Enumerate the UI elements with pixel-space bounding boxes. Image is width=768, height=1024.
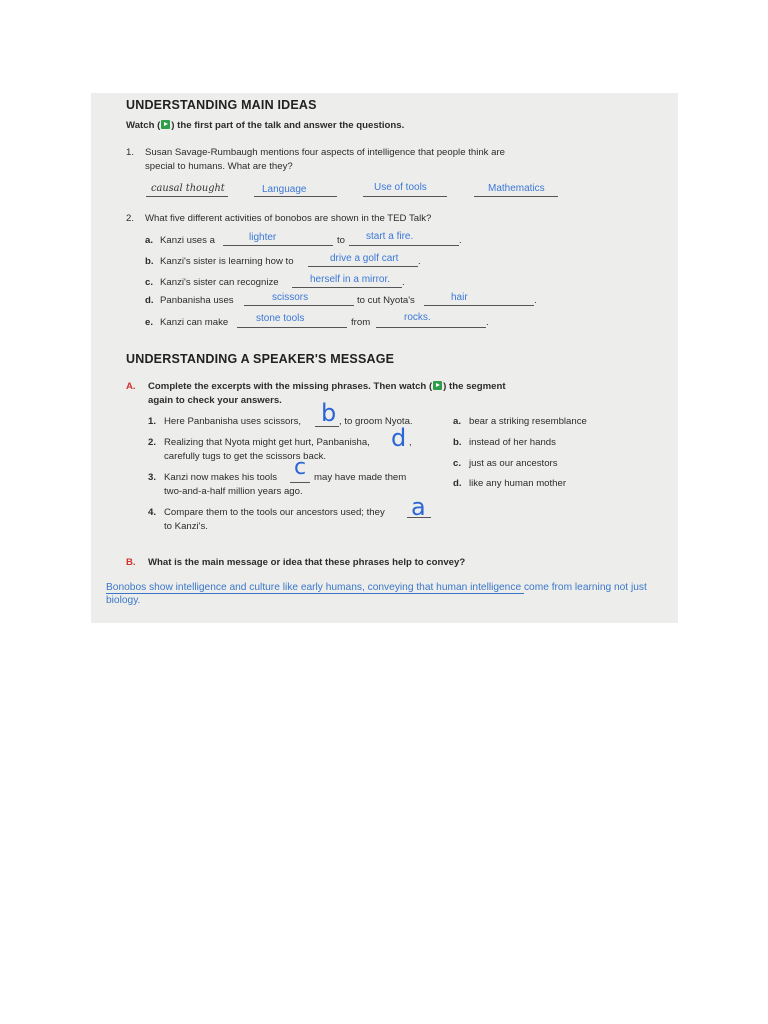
part-b-answer-underlined: Bonobos show intelligence and culture like early humans, conveying that human intelligence: [106, 582, 524, 593]
q2a-pre: Kanzi uses a: [160, 235, 215, 246]
q2d-blank-2: [424, 305, 534, 306]
q1-blank-3: [363, 196, 447, 197]
q1-answer-4: Mathematics: [488, 183, 545, 194]
q2b-post: .: [418, 256, 421, 267]
a4-blank: [407, 517, 431, 518]
q2e-blank-2: [376, 327, 486, 328]
part-b-letter: B.: [126, 557, 136, 568]
q2b-blank: [308, 266, 418, 267]
q2-number: 2.: [126, 213, 135, 224]
option-d-letter: d.: [453, 478, 462, 489]
part-b-answer: [106, 581, 671, 607]
q2a-post: .: [459, 235, 462, 246]
q1-number: 1.: [126, 147, 135, 158]
a1-blank: [315, 426, 339, 427]
q2a-letter: a.: [145, 235, 154, 246]
q2a-blank-2: [349, 245, 459, 246]
q1-line1: Susan Savage-Rumbaugh mentions four aspects of intelligence that people think are: [145, 147, 505, 158]
q1-answer-2: Language: [262, 184, 307, 195]
instruction-text-pre: Watch (: [126, 120, 161, 131]
a3-number: 3.: [148, 472, 157, 483]
heading-speaker-message: UNDERSTANDING A SPEAKER'S MESSAGE: [126, 352, 395, 366]
a3-pre: Kanzi now makes his tools: [164, 472, 278, 483]
q2b-letter: b.: [145, 256, 154, 267]
option-d-text: like any human mother: [469, 478, 567, 489]
option-b-text: instead of her hands: [469, 437, 556, 448]
q2e-mid: from: [351, 317, 371, 328]
part-a-line1: [148, 381, 506, 392]
video-play-icon: [433, 381, 442, 390]
a2-post: ,: [409, 437, 412, 448]
main-ideas-instruction: [126, 120, 404, 131]
part-a-line1-post: ) the segment: [443, 381, 506, 392]
q2a-answer-2: start a fire.: [366, 231, 414, 242]
video-play-icon: [161, 120, 170, 129]
a1-post: , to groom Nyota.: [339, 416, 413, 427]
q2b-answer: drive a golf cart: [330, 253, 399, 264]
q2c-post: .: [402, 277, 405, 288]
q1-example-answer: causal thought: [151, 183, 225, 194]
a2-pre: Realizing that Nyota might get hurt, Panbanisha,: [164, 437, 370, 448]
q2a-blank-1: [223, 245, 333, 246]
a1-number: 1.: [148, 416, 157, 427]
heading-main-ideas: UNDERSTANDING MAIN IDEAS: [126, 98, 317, 112]
q2d-post: .: [534, 295, 537, 306]
a3-post: may have made them: [314, 472, 407, 483]
q1-line2: special to humans. What are they?: [145, 161, 293, 172]
q2c-letter: c.: [145, 277, 154, 288]
q2b-pre: Kanzi's sister is learning how to: [160, 256, 294, 267]
q1-blank-2: [254, 196, 337, 197]
q2d-pre: Panbanisha uses: [160, 295, 234, 306]
q2e-answer-2: rocks.: [404, 312, 431, 323]
a1-handwritten-answer: b: [321, 399, 337, 427]
q2d-mid: to cut Nyota's: [357, 295, 415, 306]
part-a-letter: A.: [126, 381, 136, 392]
q1-blank-4: [474, 196, 558, 197]
a4-line2: to Kanzi's.: [164, 521, 208, 532]
part-a-line2: again to check your answers.: [148, 395, 282, 406]
a1-pre: Here Panbanisha uses scissors,: [164, 416, 302, 427]
q2a-answer-1: lighter: [249, 232, 277, 243]
option-c-text: just as our ancestors: [469, 458, 558, 469]
q2c-pre: Kanzi's sister can recognize: [160, 277, 279, 288]
option-c-letter: c.: [453, 458, 462, 469]
a2-number: 2.: [148, 437, 157, 448]
q2e-answer-1: stone tools: [256, 313, 305, 324]
a3-line2: two-and-a-half million years ago.: [164, 486, 303, 497]
q2d-answer-1: scissors: [272, 292, 309, 303]
q2d-answer-2: hair: [451, 292, 468, 303]
q2a-mid: to: [337, 235, 346, 246]
a3-blank: [290, 482, 310, 483]
q2e-letter: e.: [145, 317, 154, 328]
q1-answer-3: Use of tools: [374, 182, 427, 193]
q2d-letter: d.: [145, 295, 154, 306]
part-a-line1-pre: Complete the excerpts with the missing phrases. Then watch (: [148, 381, 433, 392]
a4-handwritten-answer: a: [411, 493, 426, 521]
q2e-pre: Kanzi can make: [160, 317, 229, 328]
worksheet-page: [91, 93, 678, 623]
q2c-blank: [292, 287, 402, 288]
part-b-question: What is the main message or idea that these phrases help to convey?: [148, 557, 466, 568]
a4-number: 4.: [148, 507, 157, 518]
a4-pre: Compare them to the tools our ancestors used; they: [164, 507, 385, 518]
q1-blank-1: [146, 196, 228, 197]
q2e-blank-1: [237, 327, 347, 328]
a3-handwritten-answer: c: [294, 455, 307, 480]
option-a-text: bear a striking resemblance: [469, 416, 587, 427]
option-a-letter: a.: [453, 416, 462, 427]
q2c-answer: herself in a mirror.: [310, 274, 391, 285]
q2e-post: .: [486, 317, 489, 328]
q2d-blank-1: [244, 305, 354, 306]
part-b-answer-rest: come from learning not just biology.: [106, 582, 647, 606]
a2-handwritten-answer: d: [391, 424, 407, 452]
a2-line2: carefully tugs to get the scissors back.: [164, 451, 327, 462]
instruction-text-post: ) the first part of the talk and answer the questions.: [171, 120, 405, 131]
q2-text: What five different activities of bonobos are shown in the TED Talk?: [145, 213, 432, 224]
option-b-letter: b.: [453, 437, 462, 448]
